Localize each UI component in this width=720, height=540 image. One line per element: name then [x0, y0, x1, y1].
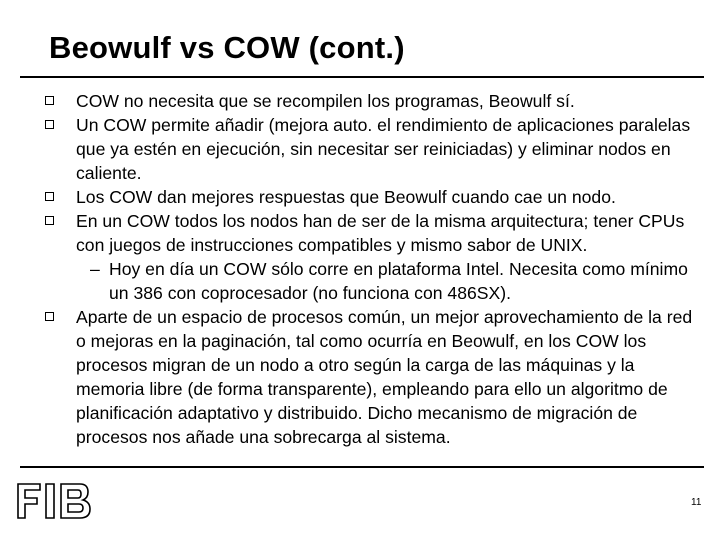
sub-bullet-item	[0, 257, 694, 305]
bullet-text: Aparte de un espacio de procesos común, un mejor aprovechamiento de la red o mejoras en la paginación, tal como ocurría en Beowulf, en los COW los procesos migran de un nodo a otro según la carga de las máquinas y la memoria libre (de forma transparente), empleando para ello un algoritmo de planificación adaptativo y distribuido. Dicho mecanismo de migración de procesos nos añade una sobrecarga al sistema.	[76, 307, 693, 447]
bullet-item	[0, 305, 694, 449]
square-bullet-icon	[45, 312, 54, 321]
page-number: 11	[691, 497, 702, 508]
bullet-text: Los COW dan mejores respuestas que Beowulf cuando cae un nodo.	[76, 187, 616, 207]
bullet-text: En un COW todos los nodos han de ser de la misma arquitectura; tener CPUs con juegos de instrucciones compatibles y mismo sabor de UNIX.	[76, 211, 685, 255]
bullet-list	[0, 89, 720, 449]
bullet-item	[0, 209, 694, 257]
bullet-item	[0, 185, 694, 209]
square-bullet-icon	[45, 96, 54, 105]
title-divider	[20, 76, 704, 78]
sub-bullet-text: Hoy en día un COW sólo corre en plataforma Intel. Necesita como mínimo un 386 con coprocesador (no funciona con 486SX).	[109, 259, 688, 303]
slide-title: Beowulf vs COW (cont.)	[49, 30, 405, 65]
bullet-text: COW no necesita que se recompilen los programas, Beowulf sí.	[76, 91, 575, 111]
bullet-item	[0, 113, 694, 185]
footer-divider	[20, 466, 704, 468]
square-bullet-icon	[45, 216, 54, 225]
bullet-item	[0, 89, 694, 113]
fib-logo-icon	[16, 482, 98, 520]
bullet-text: Un COW permite añadir (mejora auto. el rendimiento de aplicaciones paralelas que ya estén en ejecución, sin necesitar ser reiniciadas) y eliminar nodos en caliente.	[76, 115, 691, 183]
square-bullet-icon	[45, 120, 54, 129]
dash-bullet: –	[90, 259, 100, 279]
square-bullet-icon	[45, 192, 54, 201]
